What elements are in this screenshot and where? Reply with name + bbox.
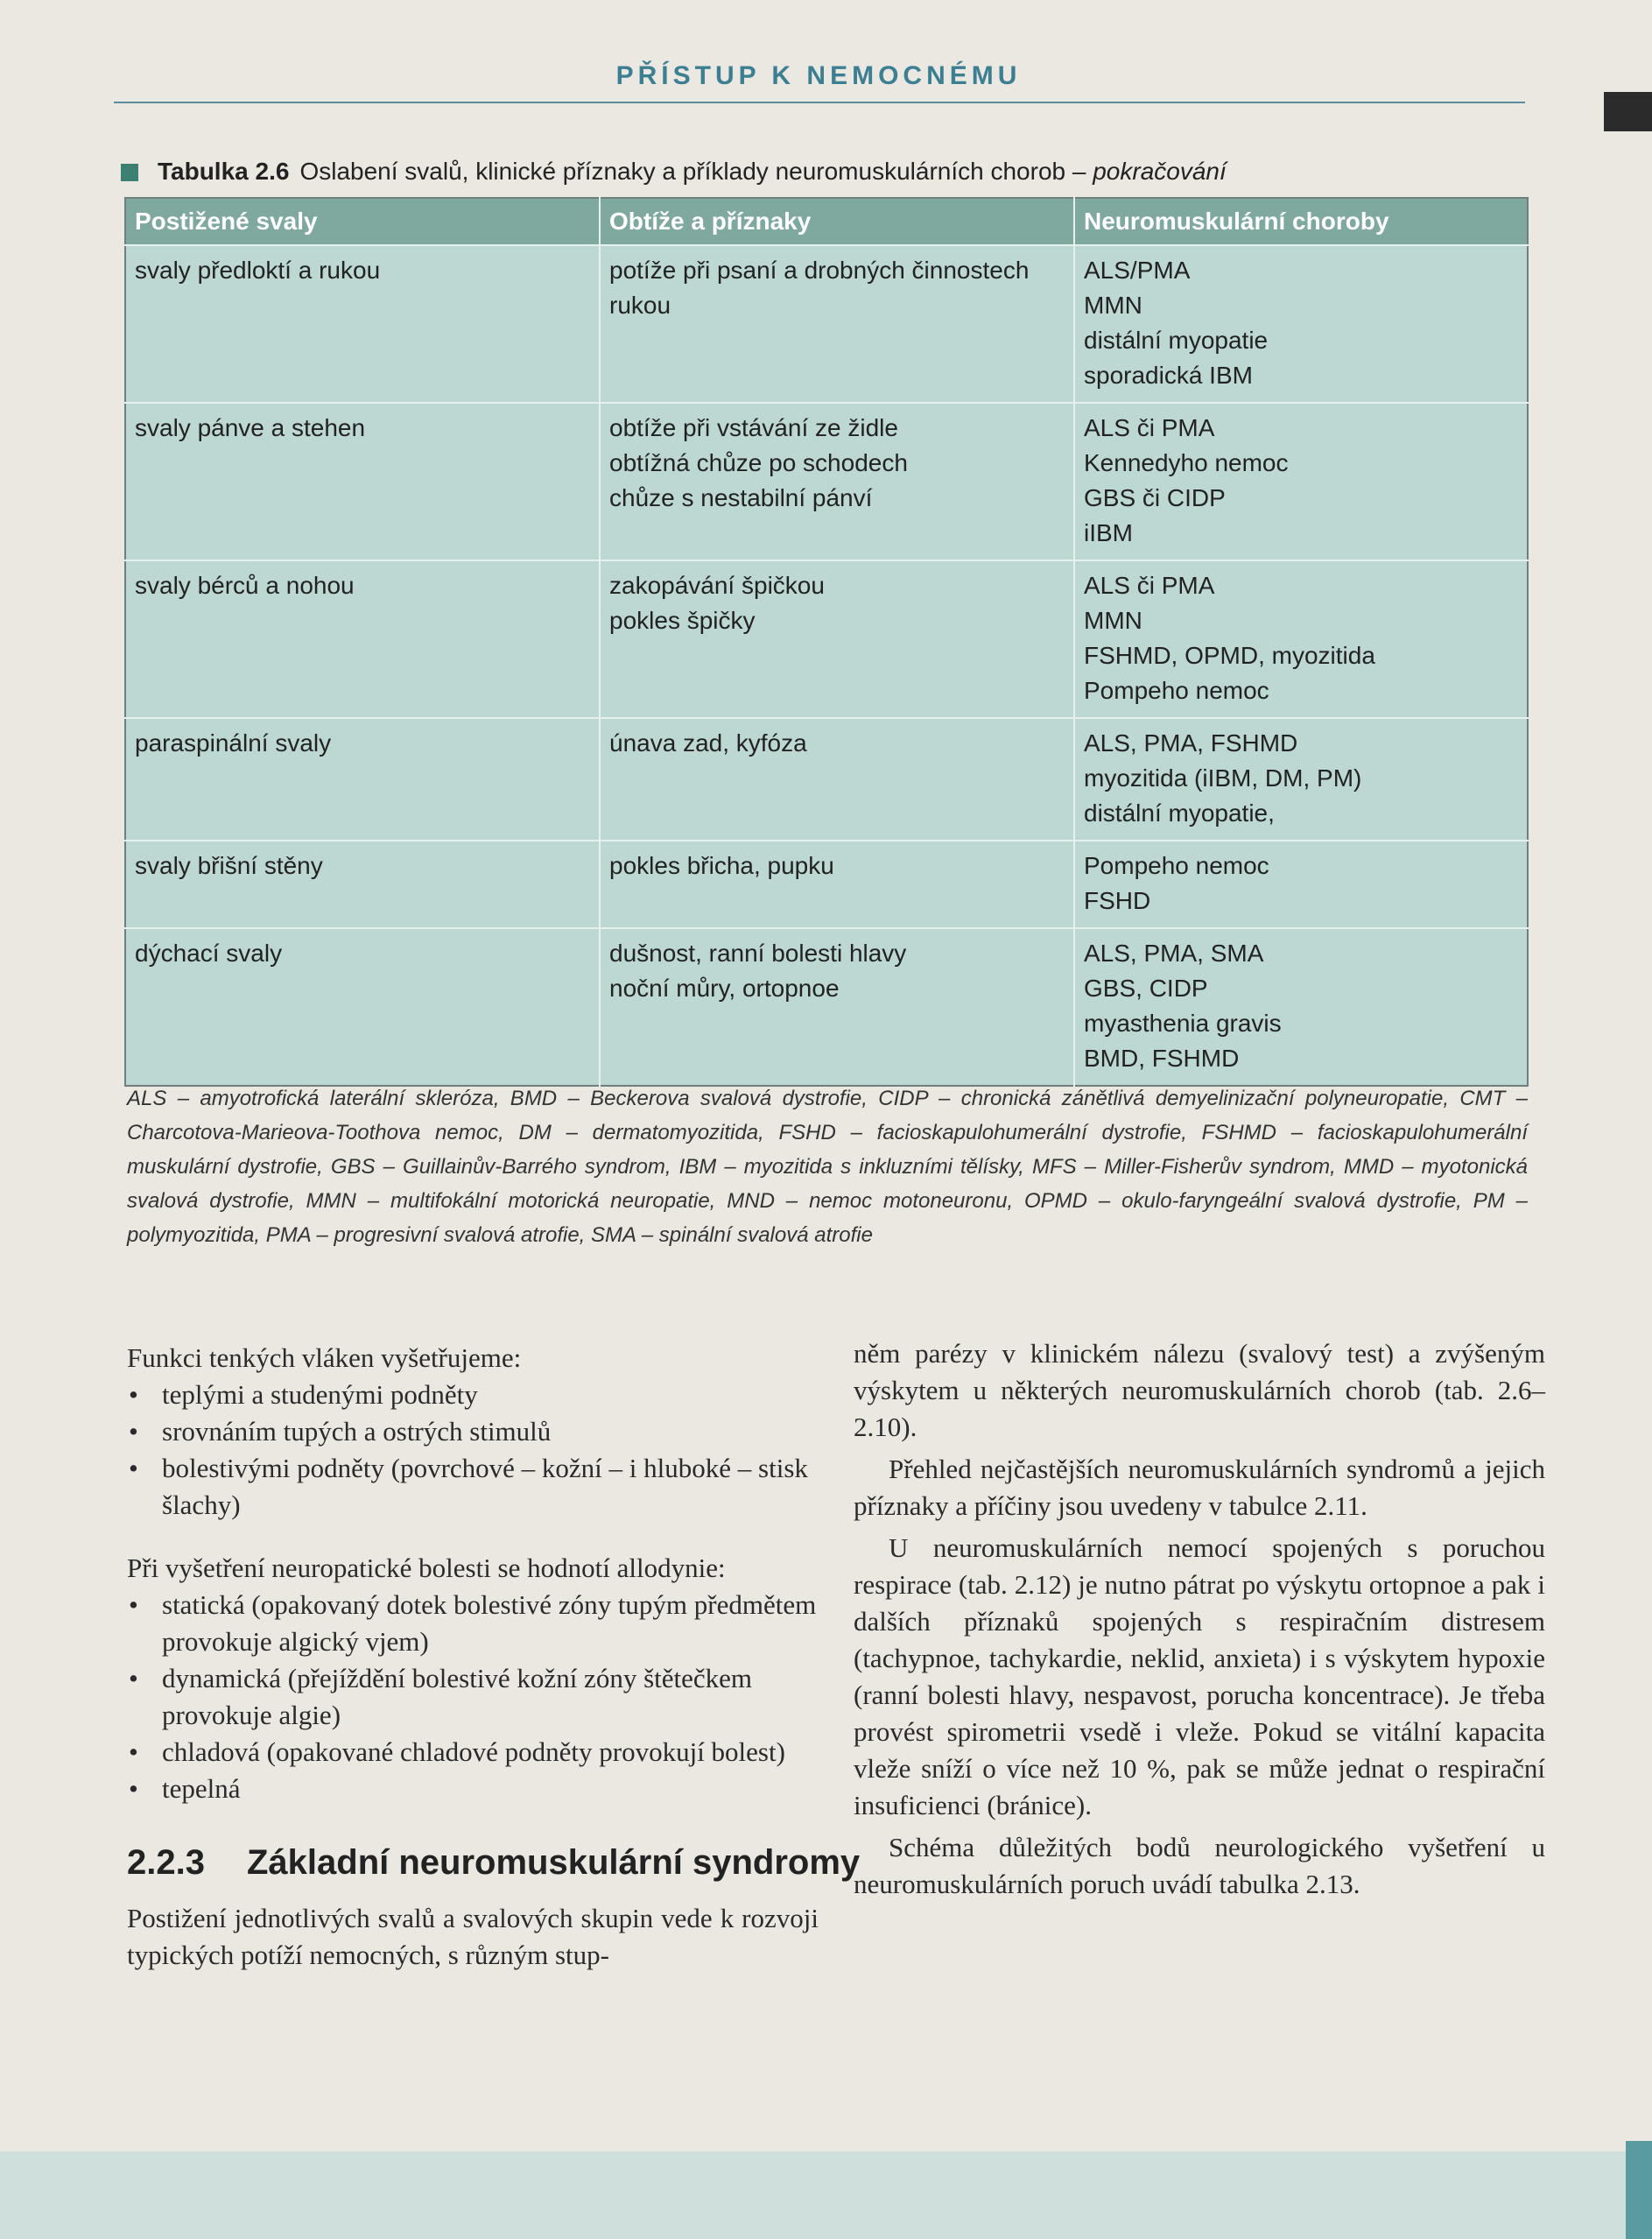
caption-square-icon: [121, 164, 138, 181]
thin-fibers-intro: Funkci tenkých vláken vyšetřujeme:: [127, 1342, 522, 1373]
cell-line: pokles špičky: [609, 607, 756, 634]
table-cell-symptoms: [600, 560, 1074, 718]
cell-line: distální myopatie,: [1084, 799, 1275, 827]
paragraph: Přehled nejčastějších neuromuskulárních syndromů a jejich příznaky a příčiny jsou uvedeny v tabulce 2.11.: [854, 1454, 1545, 1521]
cell-line: BMD, FSHMD: [1084, 1045, 1240, 1072]
cell-line: chůze s nestabilní pánví: [609, 484, 873, 511]
cell-line: FSHMD, OPMD, myozitida: [1084, 642, 1375, 669]
left-text-column: [127, 1340, 861, 1974]
caption-continued: pokračování: [1093, 158, 1227, 185]
paragraph: Schéma důležitých bodů neurologického vyšetření u neuromuskulárních poruch uvádí tabulka 2.13.: [854, 1832, 1545, 1899]
table-cell-diseases: [1074, 560, 1528, 718]
table-cell-diseases: [1074, 245, 1528, 403]
table-cell-muscles: [125, 560, 600, 718]
cell-line: dýchací svaly: [135, 940, 283, 967]
cell-line: obtíže při vstávání ze židle: [609, 414, 898, 441]
table-cell-symptoms: [600, 245, 1074, 403]
section-number: 2.2.3: [127, 1843, 205, 1882]
cell-line: ALS, PMA, FSHMD: [1084, 729, 1298, 757]
cell-line: MMN: [1084, 607, 1142, 634]
table-header-row: [125, 198, 1528, 245]
cell-line: svaly předloktí a rukou: [135, 257, 381, 284]
table-row: [125, 928, 1528, 1086]
paragraph: něm parézy v klinickém nálezu (svalový test) a zvýšeným výskytem u některých neuromuskulárních chorob (tab. 2.6–2.10).: [854, 1338, 1545, 1442]
page-corner-band: [1626, 2141, 1652, 2239]
section-title: Základní neuromuskulární syndromy: [246, 1843, 861, 1882]
running-head-rule: [114, 102, 1525, 103]
table-cell-muscles: [125, 718, 600, 841]
list-item: • statická (opakovaný dotek bolestivé zóny tupým předmětem provokuje algický vjem): [127, 1587, 819, 1660]
cell-line: pokles břicha, pupku: [609, 852, 834, 879]
section-paragraph: Postižení jednotlivých svalů a svalových skupin vede k rozvoji typických potíží nemocných, s různým stup-: [127, 1903, 819, 1970]
cell-line: sporadická IBM: [1084, 362, 1253, 389]
table-cell-muscles: [125, 841, 600, 928]
table-cell-diseases: [1074, 841, 1528, 928]
cell-line: noční můry, ortopnoe: [609, 975, 840, 1002]
table-cell-muscles: [125, 928, 600, 1086]
table-cell-diseases: [1074, 403, 1528, 560]
cell-line: myasthenia gravis: [1084, 1010, 1282, 1037]
cell-line: MMN: [1084, 292, 1142, 319]
cell-line: Kennedyho nemoc: [1084, 449, 1289, 476]
caption-title: Oslabení svalů, klinické příznaky a příklady neuromuskulárních chorob –: [299, 158, 1086, 185]
list-item: • srovnáním tupých a ostrých stimulů: [127, 1413, 819, 1450]
cell-line: distální myopatie: [1084, 327, 1269, 354]
cell-line: iIBM: [1084, 519, 1133, 546]
cell-line: ALS či PMA: [1084, 572, 1215, 599]
muscle-weakness-table: [124, 197, 1529, 1087]
cell-line: myozitida (iIBM, DM, PM): [1084, 764, 1362, 792]
cell-line: GBS či CIDP: [1084, 484, 1226, 511]
cell-line: ALS/PMA: [1084, 257, 1191, 284]
allodynia-list: [127, 1587, 819, 1807]
table-row: [125, 403, 1528, 560]
table-cell-symptoms: [600, 928, 1074, 1086]
cell-line: ALS, PMA, SMA: [1084, 940, 1264, 967]
table-cell-diseases: [1074, 718, 1528, 841]
table-cell-muscles: [125, 403, 600, 560]
list-item: • teplými a studenými podněty: [127, 1376, 819, 1413]
cell-line: dušnost, ranní bolesti hlavy: [609, 940, 907, 967]
page-footer-band: [0, 2151, 1652, 2239]
table-caption: [121, 158, 1522, 186]
header-diseases: Neuromuskulární choroby: [1074, 198, 1528, 245]
header-muscles: Postižené svaly: [125, 198, 600, 245]
list-item: • dynamická (přejíždění bolestivé kožní zóny štětečkem provokuje algie): [127, 1660, 819, 1734]
cell-line: únava zad, kyfóza: [609, 729, 807, 757]
table-cell-symptoms: [600, 841, 1074, 928]
caption-label: Tabulka 2.6: [158, 158, 290, 185]
table-row: [125, 245, 1528, 403]
cell-line: svaly bérců a nohou: [135, 572, 355, 599]
running-head: PŘÍSTUP K NEMOCNÉMU: [615, 61, 1022, 90]
section-heading: [127, 1843, 861, 1882]
list-item: • tepelná: [127, 1771, 819, 1807]
cell-line: Pompeho nemoc: [1084, 852, 1269, 879]
chapter-edge-tab: [1604, 92, 1652, 131]
cell-line: potíže při psaní a drobných činnostech rukou: [609, 257, 1030, 319]
thin-fibers-list: [127, 1376, 819, 1524]
cell-line: svaly břišní stěny: [135, 852, 323, 879]
table-row: [125, 560, 1528, 718]
cell-line: zakopávání špičkou: [609, 572, 825, 599]
list-item: • bolestivými podněty (povrchové – kožní – i hluboké – stisk šlachy): [127, 1450, 819, 1524]
cell-line: svaly pánve a stehen: [135, 414, 366, 441]
paragraph: U neuromuskulárních nemocí spojených s poruchou respirace (tab. 2.12) je nutno pátrat po výskytu ortopnoe a pak i dalších příznaků spojených s respiračním distresem (tachypnoe, tachykardie, neklid, anxieta) i s výskytem hypoxie (ranní bolesti hlavy, nespavost, porucha koncentrace). Je třeba provést spirometrii vsedě i vleže. Pokud se vitální kapacita vleže sníží o více než 10 %, pak se může jednat o respirační insuficienci (bránice).: [854, 1532, 1545, 1820]
cell-line: Pompeho nemoc: [1084, 677, 1269, 704]
table-row: [125, 841, 1528, 928]
table-row: [125, 718, 1528, 841]
cell-line: obtížná chůze po schodech: [609, 449, 908, 476]
table-body: [125, 245, 1528, 1086]
right-text-column: [854, 1335, 1545, 1903]
allodynia-intro: Při vyšetření neuropatické bolesti se hodnotí allodynie:: [127, 1553, 726, 1583]
abbreviations-note: ALS – amyotrofická laterální skleróza, BMD – Beckerova svalová dystrofie, CIDP – chronická zánětlivá demyelinizační polyneuropatie, CMT – Charcotova-Marieova-Toothova nemoc, DM – dermatomyozitida, FSHD – facioskapulohumerální dystrofie, FSHMD – facioskapulohumerální muskulární dystrofie, GBS – Guillainův-Barrého syndrom, IBM – myozitida s inkluzními tělísky, MFS – Miller-Fisherův syndrom, MMD – myotonická svalová dystrofie, MMN – multifokální motorická neuropatie, MND – nemoc motoneuronu, OPMD – okulo-faryngeální svalová dystrofie, PM – polymyozitida, PMA – progresivní svalová atrofie, SMA – spinální svalová atrofie: [127, 1087, 1528, 1247]
table-cell-symptoms: [600, 718, 1074, 841]
header-symptoms: Obtíže a příznaky: [600, 198, 1074, 245]
cell-line: paraspinální svaly: [135, 729, 332, 757]
table-cell-muscles: [125, 245, 600, 403]
cell-line: FSHD: [1084, 887, 1151, 914]
cell-line: ALS či PMA: [1084, 414, 1215, 441]
list-item: • chladová (opakované chladové podněty provokují bolest): [127, 1734, 819, 1771]
table-cell-diseases: [1074, 928, 1528, 1086]
cell-line: GBS, CIDP: [1084, 975, 1208, 1002]
table-cell-symptoms: [600, 403, 1074, 560]
